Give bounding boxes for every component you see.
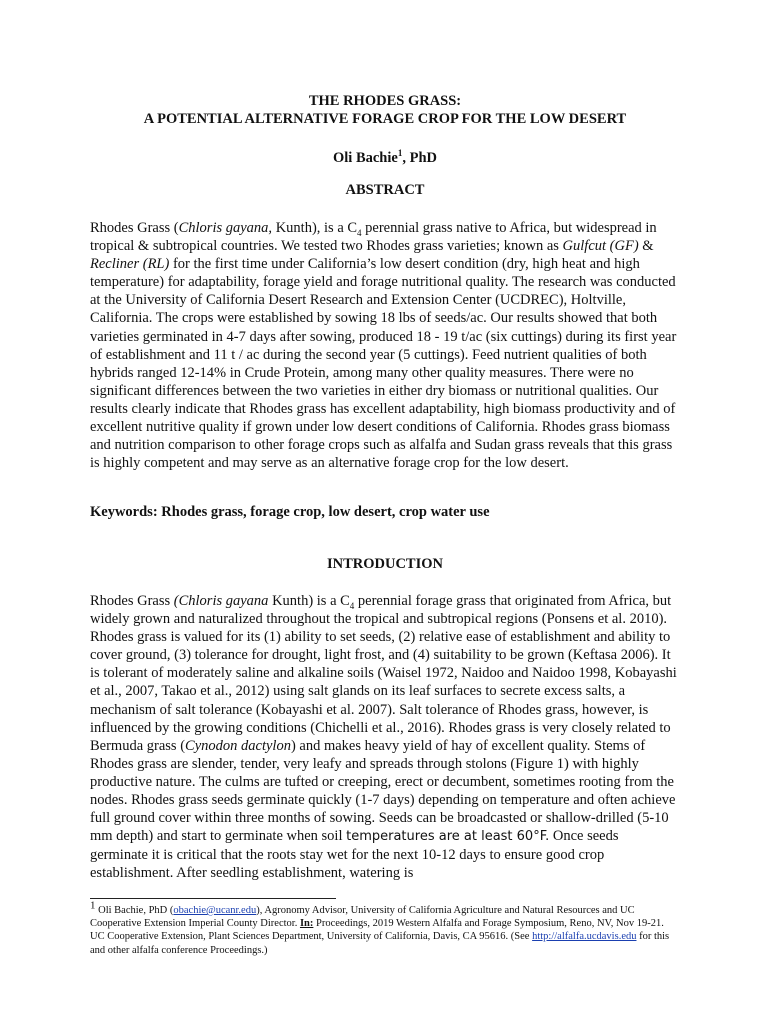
title-line-2: A POTENTIAL ALTERNATIVE FORAGE CROP FOR THE LOW DESERT [143,111,627,127]
footnote-separator [90,898,336,899]
proceedings-url-link[interactable]: http://alfalfa.ucdavis.edu [532,931,637,943]
author-line [90,149,680,167]
author-degree: , PhD [402,150,437,166]
introduction-paragraph [90,592,680,883]
intro-text-e: Once seeds germinate it is critical that the roots stay wet for the next 10-12 days to ensure good crop establishment. After seedling establishment, watering is [90,828,619,882]
footnote-in-label: In: [299,918,314,930]
abstract-scientific-name: Chloris gayana, [178,220,273,236]
footnote-text-b: ), Agronomy Advisor, University of California Agriculture and Natural Resources and UC Cooperative Extension Imperial County Director. [90,905,635,930]
intro-c4-subscript: 4 [349,600,355,611]
abstract-variety-gulfcut: Gulfcut (GF) [562,238,639,255]
abstract-text-b: Kunth), is a C [272,220,358,236]
footnote-text-d: for this and other alfalfa conference Proceedings.) [90,931,670,956]
author-footnote-marker[interactable]: 1 [397,148,403,159]
footnote-text-c: Proceedings, 2019 Western Alfalfa and Forage Symposium, Reno, NV, Nov 19-21. UC Cooperative Extension, Plant Sciences Department, University of California, Davis, CA 95616. (See [90,918,664,943]
abstract-text-a: Rhodes Grass ( [90,220,179,236]
intro-scientific-name: (Chloris gayana [173,593,269,609]
intro-text-a: Rhodes Grass [90,593,174,609]
abstract-text-d: for the first time under California’s low desert condition (dry, high heat and high temperature) for adaptability, forage yield and forage nutritional quality. The research was conducted at the University of California Desert Research and Extension Center (UCDREC), Holtville, California. The crops were established by sowing 18 lbs of seeds/ac. Our results showed that both varieties germinated in 4-7 days after sowing, produced 18 - 19 t/ac (six cuttings) during its first year of establishment and 11 t / ac during the second year (5 cuttings). Feed nutrient qualities of both hybrids ranged 12-14% in Crude Protein, among many other quality measures. There were no significant differences between the two varieties in either dry biomass or nutritional qualities. Our results clearly indicate that Rhodes grass has excellent adaptability, high biomass productivity and of excellent nutritive quality if grown under low desert conditions of California. Rhodes grass biomass and nutrition comparison to other forage crops such as alfalfa and Sudan grass reveals that this grass is highly competent and may serve as an alternative forage crop for the low desert. [90,256,677,472]
author-name: Oli Bachie [332,150,398,166]
author-email-link[interactable]: obachie@ucanr.edu [173,905,257,916]
abstract-paragraph [90,219,680,472]
title-line-1: THE RHODES GRASS: [308,93,462,109]
introduction-heading: INTRODUCTION [326,556,443,572]
abstract-variety-recliner: Recliner (RL) [90,256,170,273]
intro-text-c: perennial forage grass that originated from Africa, but widely grown and naturalized throughout the tropical and subtropical regions (Ponsens et al. 2010). Rhodes grass is valued for its (1) ability to set seeds, (2) relative ease of establishment and ability to cover ground, (3) tolerance for drought, light frost, and (4) suitability to be grown (Keftasa 2006). It is tolerant of moderately saline and alkaline soils (Waisel 1972, Naidoo and Naidoo 1998, Kobayashi et al., 2007, Takao et al., 2012) using salt glands on its leaf surfaces to secrete excess salts, a mechanism of salt tolerance (Kobayashi et al. 2007). Salt tolerance of Rhodes grass, however, is influenced by the growing conditions (Chichelli et al., 2016). Rhodes grass is very closely related to Bermuda grass ( [90,593,677,754]
footnote-text-a: Oli Bachie, PhD ( [95,905,174,916]
keywords-line: Keywords: Rhodes grass, forage crop, low desert, crop water use [90,504,490,520]
footnote [90,899,680,957]
paper-title [90,92,680,128]
intro-bermuda-scientific-name: Cynodon dactylon [185,737,291,754]
abstract-text-c: perennial grass native to Africa, but widespread in tropical & subtropical countries. We tested two Rhodes grass varieties; known as [90,220,657,255]
intro-temperature-phrase: temperatures are at least 60°F. [346,829,550,845]
abstract-c4-subscript: 4 [357,227,362,238]
intro-text-b: Kunth) is a C [268,593,350,609]
footnote-marker: 1 [90,899,96,912]
intro-text-d: ) and makes heavy yield of hay of excellent quality. Stems of Rhodes grass are slender, tender, very leafy and spreads through stolons (Figure 1) with highly productive nature. The culms are tufted or creeping, erect or decumbent, sometimes rooting from the nodes. Rhodes grass seeds germinate quickly (1-7 days) depending on temperature and often achieve full ground cover within three months of sowing. Seeds can be broadcasted or shallow-drilled (5-10 mm depth) and start to germinate when soil [90,737,676,845]
abstract-ampersand: & [638,238,654,255]
abstract-heading: ABSTRACT [345,182,425,198]
